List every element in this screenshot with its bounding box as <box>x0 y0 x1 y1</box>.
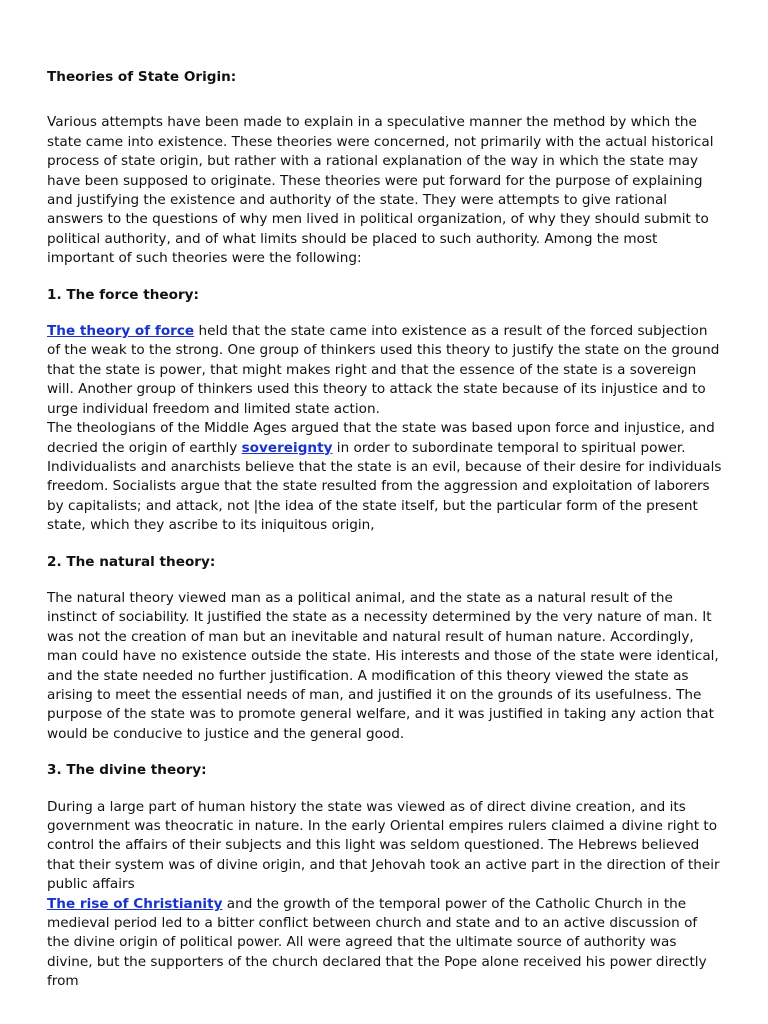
force-theory-paragraph-2 <box>47 419 723 535</box>
force-theory-paragraph-1 <box>47 322 723 419</box>
divine-theory-paragraph-1: During a large part of human history the state was viewed as of direct divine creation, and its government was theocratic in nature. In the early Oriental empires rulers claimed a divine right to control the affairs of their subjects and this light was seldom questioned. The Hebrews believed that their system was of divine origin, and that Jehovah took an active part in the direction of their public affairs <box>47 798 720 893</box>
natural-theory-heading: 2. The natural theory: <box>47 553 216 570</box>
natural-theory-paragraph: The natural theory viewed man as a political animal, and the state as a natural result of the instinct of sociability. It justified the state as a necessity determined by the very nature of man. It was not the creation of man but an inevitable and natural result of human nature. Accordingly, man could have no existence outside the state. His interests and those of the state were identical, and the state needed no further justification. A modification of this theory viewed the state as arising to meet the essential needs of man, and justified it on the grounds of its usefulness. The purpose of the state was to promote general welfare, and it was justified in taking any action that would be conducive to justice and the general good. <box>47 589 719 742</box>
force-theory-heading: 1. The force theory: <box>47 286 199 303</box>
force-theory-text-2a: The theologians of the Middle Ages argued that the state was based upon force and injustice, and decried the origin of earthly <box>47 420 715 456</box>
rise-of-christianity-link[interactable]: The rise of Christianity <box>47 895 223 912</box>
force-theory-text-1: held that the state came into existence as a result of the forced subjection of the weak to the strong. One group of thinkers used this theory to justify the state on the ground that the state is power, that might makes right and that the essence of the state is a sovereign will. Another group of thinkers used this theory to attack the state because of its injustice and to urge individual freedom and limited state action. <box>47 323 720 417</box>
document-page <box>47 68 723 992</box>
force-theory-text-2b: in order to subordinate temporal to spiritual power. Individualists and anarchists believe that the state is an evil, because of their desire for individuals freedom. Socialists argue that the state resulted from the aggression and exploitation of laborers by capitalists; and attack, not |the idea of the state itself, but the particular form of the present state, which they ascribe to its iniquitous origin, <box>47 439 722 534</box>
document-title: Theories of State Origin: <box>47 69 237 85</box>
divine-theory-heading: 3. The divine theory: <box>47 762 207 779</box>
sovereignty-link[interactable]: sovereignty <box>241 439 333 456</box>
theory-of-force-link[interactable]: The theory of force <box>47 323 195 340</box>
divine-theory-text-2: and the growth of the temporal power of the Catholic Church in the medieval period led to a bitter conflict between church and state and to an active discussion of the divine origin of political power. All were agreed that the ultimate source of authority was divine, but the supporters of the church declared that the Pope alone received his power directly from <box>47 895 707 990</box>
intro-paragraph: Various attempts have been made to explain in a speculative manner the method by which the state came into existence. These theories were concerned, not primarily with the actual historical process of state origin, but rather with a rational explanation of the way in which the state may have been supposed to originate. These theories were put forward for the purpose of explaining and justifying the existence and authority of the state. They were attempts to give rational answers to the questions of why men lived in political organization, of why they should submit to political authority, and of what limits should be placed to such authority. Among the most important of such theories were the following: <box>47 114 714 267</box>
divine-theory-paragraph-2 <box>47 895 723 992</box>
